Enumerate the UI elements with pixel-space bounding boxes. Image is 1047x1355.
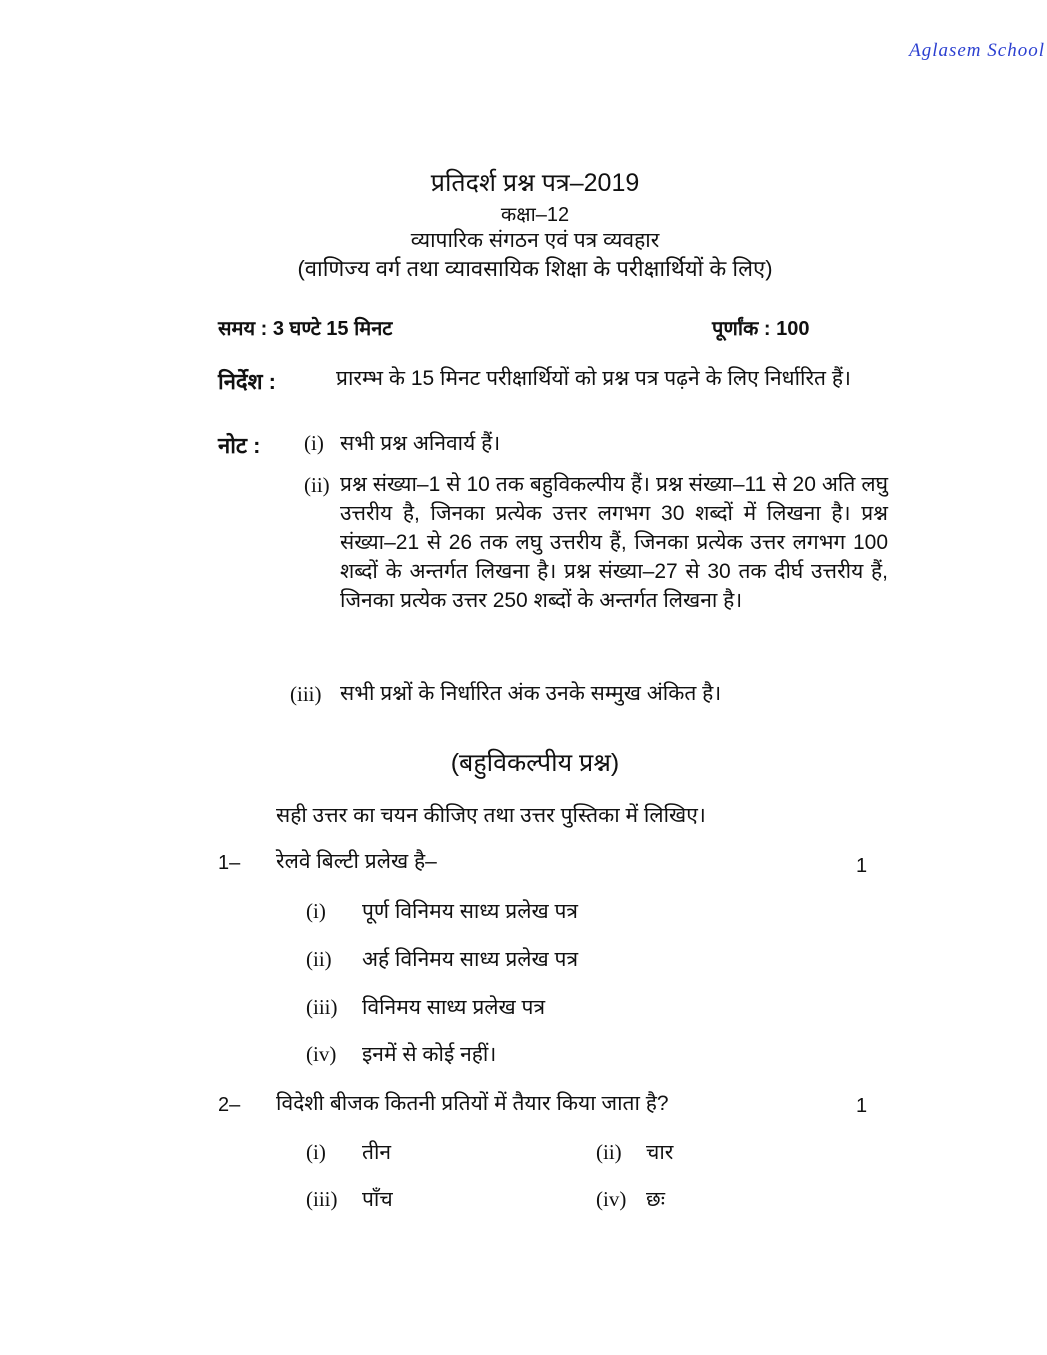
option-text: चार bbox=[646, 1141, 674, 1164]
note-text: सभी प्रश्न अनिवार्य हैं। bbox=[340, 432, 501, 455]
note-num: (i) bbox=[304, 431, 324, 455]
subject-title: व्यापारिक संगठन एवं पत्र व्यवहार bbox=[410, 229, 660, 252]
option-number: (iii) bbox=[306, 1187, 338, 1211]
section-instruction: सही उत्तर का चयन कीजिए तथा उत्तर पुस्तिका में लिखिए। bbox=[276, 804, 706, 827]
class-label: कक्षा–12 bbox=[500, 204, 570, 226]
instructions-text: प्रारम्भ के 15 मिनट परीक्षार्थियों को प्रश्न पत्र पढ़ने के लिए निर्धारित हैं। bbox=[336, 367, 851, 390]
question-number: 1– bbox=[218, 852, 241, 874]
note-num: (ii) bbox=[304, 473, 330, 497]
option-number: (iv) bbox=[306, 1042, 337, 1066]
option-number: (i) bbox=[306, 899, 326, 923]
option-number: (i) bbox=[306, 1140, 326, 1164]
section-title: (बहुविकल्पीय प्रश्न) bbox=[450, 749, 620, 777]
option-text: अर्ह विनिमय साध्य प्रलेख पत्र bbox=[362, 948, 579, 971]
paper-title: प्रतिदर्श प्रश्न पत्र–2019 bbox=[430, 169, 640, 197]
option-number: (ii) bbox=[596, 1140, 622, 1164]
option-text: छः bbox=[646, 1188, 665, 1211]
question-marks: 1 bbox=[856, 855, 868, 877]
option-text: विनिमय साध्य प्रलेख पत्र bbox=[362, 996, 546, 1019]
note-label: नोट : bbox=[218, 433, 261, 458]
max-marks: पूर्णांक : 100 bbox=[712, 318, 810, 340]
question-marks: 1 bbox=[856, 1095, 868, 1117]
instructions-label: निर्देश : bbox=[218, 369, 276, 394]
option-number: (iii) bbox=[306, 995, 338, 1019]
option-text: पूर्ण विनिमय साध्य प्रलेख पत्र bbox=[362, 900, 578, 923]
note-text: प्रश्न संख्या–1 से 10 तक बहुविकल्पीय हैं। प्रश्न संख्या–11 से 20 अति लघु उत्तरीय है, जिनका प्रत्येक उत्तर लगभग 30 शब्दों में लिखना है। प्रश्न संख्या–21 से 26 तक लघु उत्तरीय हैं, जिनका प्रत्येक उत्तर लगभग 100 शब्दों के अन्तर्गत लिखना है। प्रश्न संख्या–27 से 30 तक दीर्घ उत्तरीय हैं, जिनका प्रत्येक उत्तर 250 शब्दों के अन्तर्गत लिखना है। bbox=[340, 473, 888, 612]
option-number: (iv) bbox=[596, 1187, 627, 1211]
option-text: तीन bbox=[362, 1141, 392, 1164]
question-text: विदेशी बीजक कितनी प्रतियों में तैयार किया जाता है? bbox=[276, 1092, 669, 1115]
question-text: रेलवे बिल्टी प्रलेख है– bbox=[276, 850, 437, 873]
note-text: सभी प्रश्नों के निर्धारित अंक उनके सम्मुख अंकित है। bbox=[340, 682, 722, 705]
time-label: समय : 3 घण्टे 15 मिनट bbox=[218, 318, 393, 340]
option-text: पाँच bbox=[362, 1188, 393, 1211]
note-num: (iii) bbox=[290, 682, 322, 706]
brand-watermark: Aglasem School bbox=[909, 40, 1045, 61]
option-text: इनमें से कोई नहीं। bbox=[362, 1043, 497, 1066]
audience-note: (वाणिज्य वर्ग तथा व्यावसायिक शिक्षा के परीक्षार्थियों के लिए) bbox=[297, 256, 773, 281]
option-number: (ii) bbox=[306, 947, 332, 971]
question-number: 2– bbox=[218, 1094, 241, 1116]
